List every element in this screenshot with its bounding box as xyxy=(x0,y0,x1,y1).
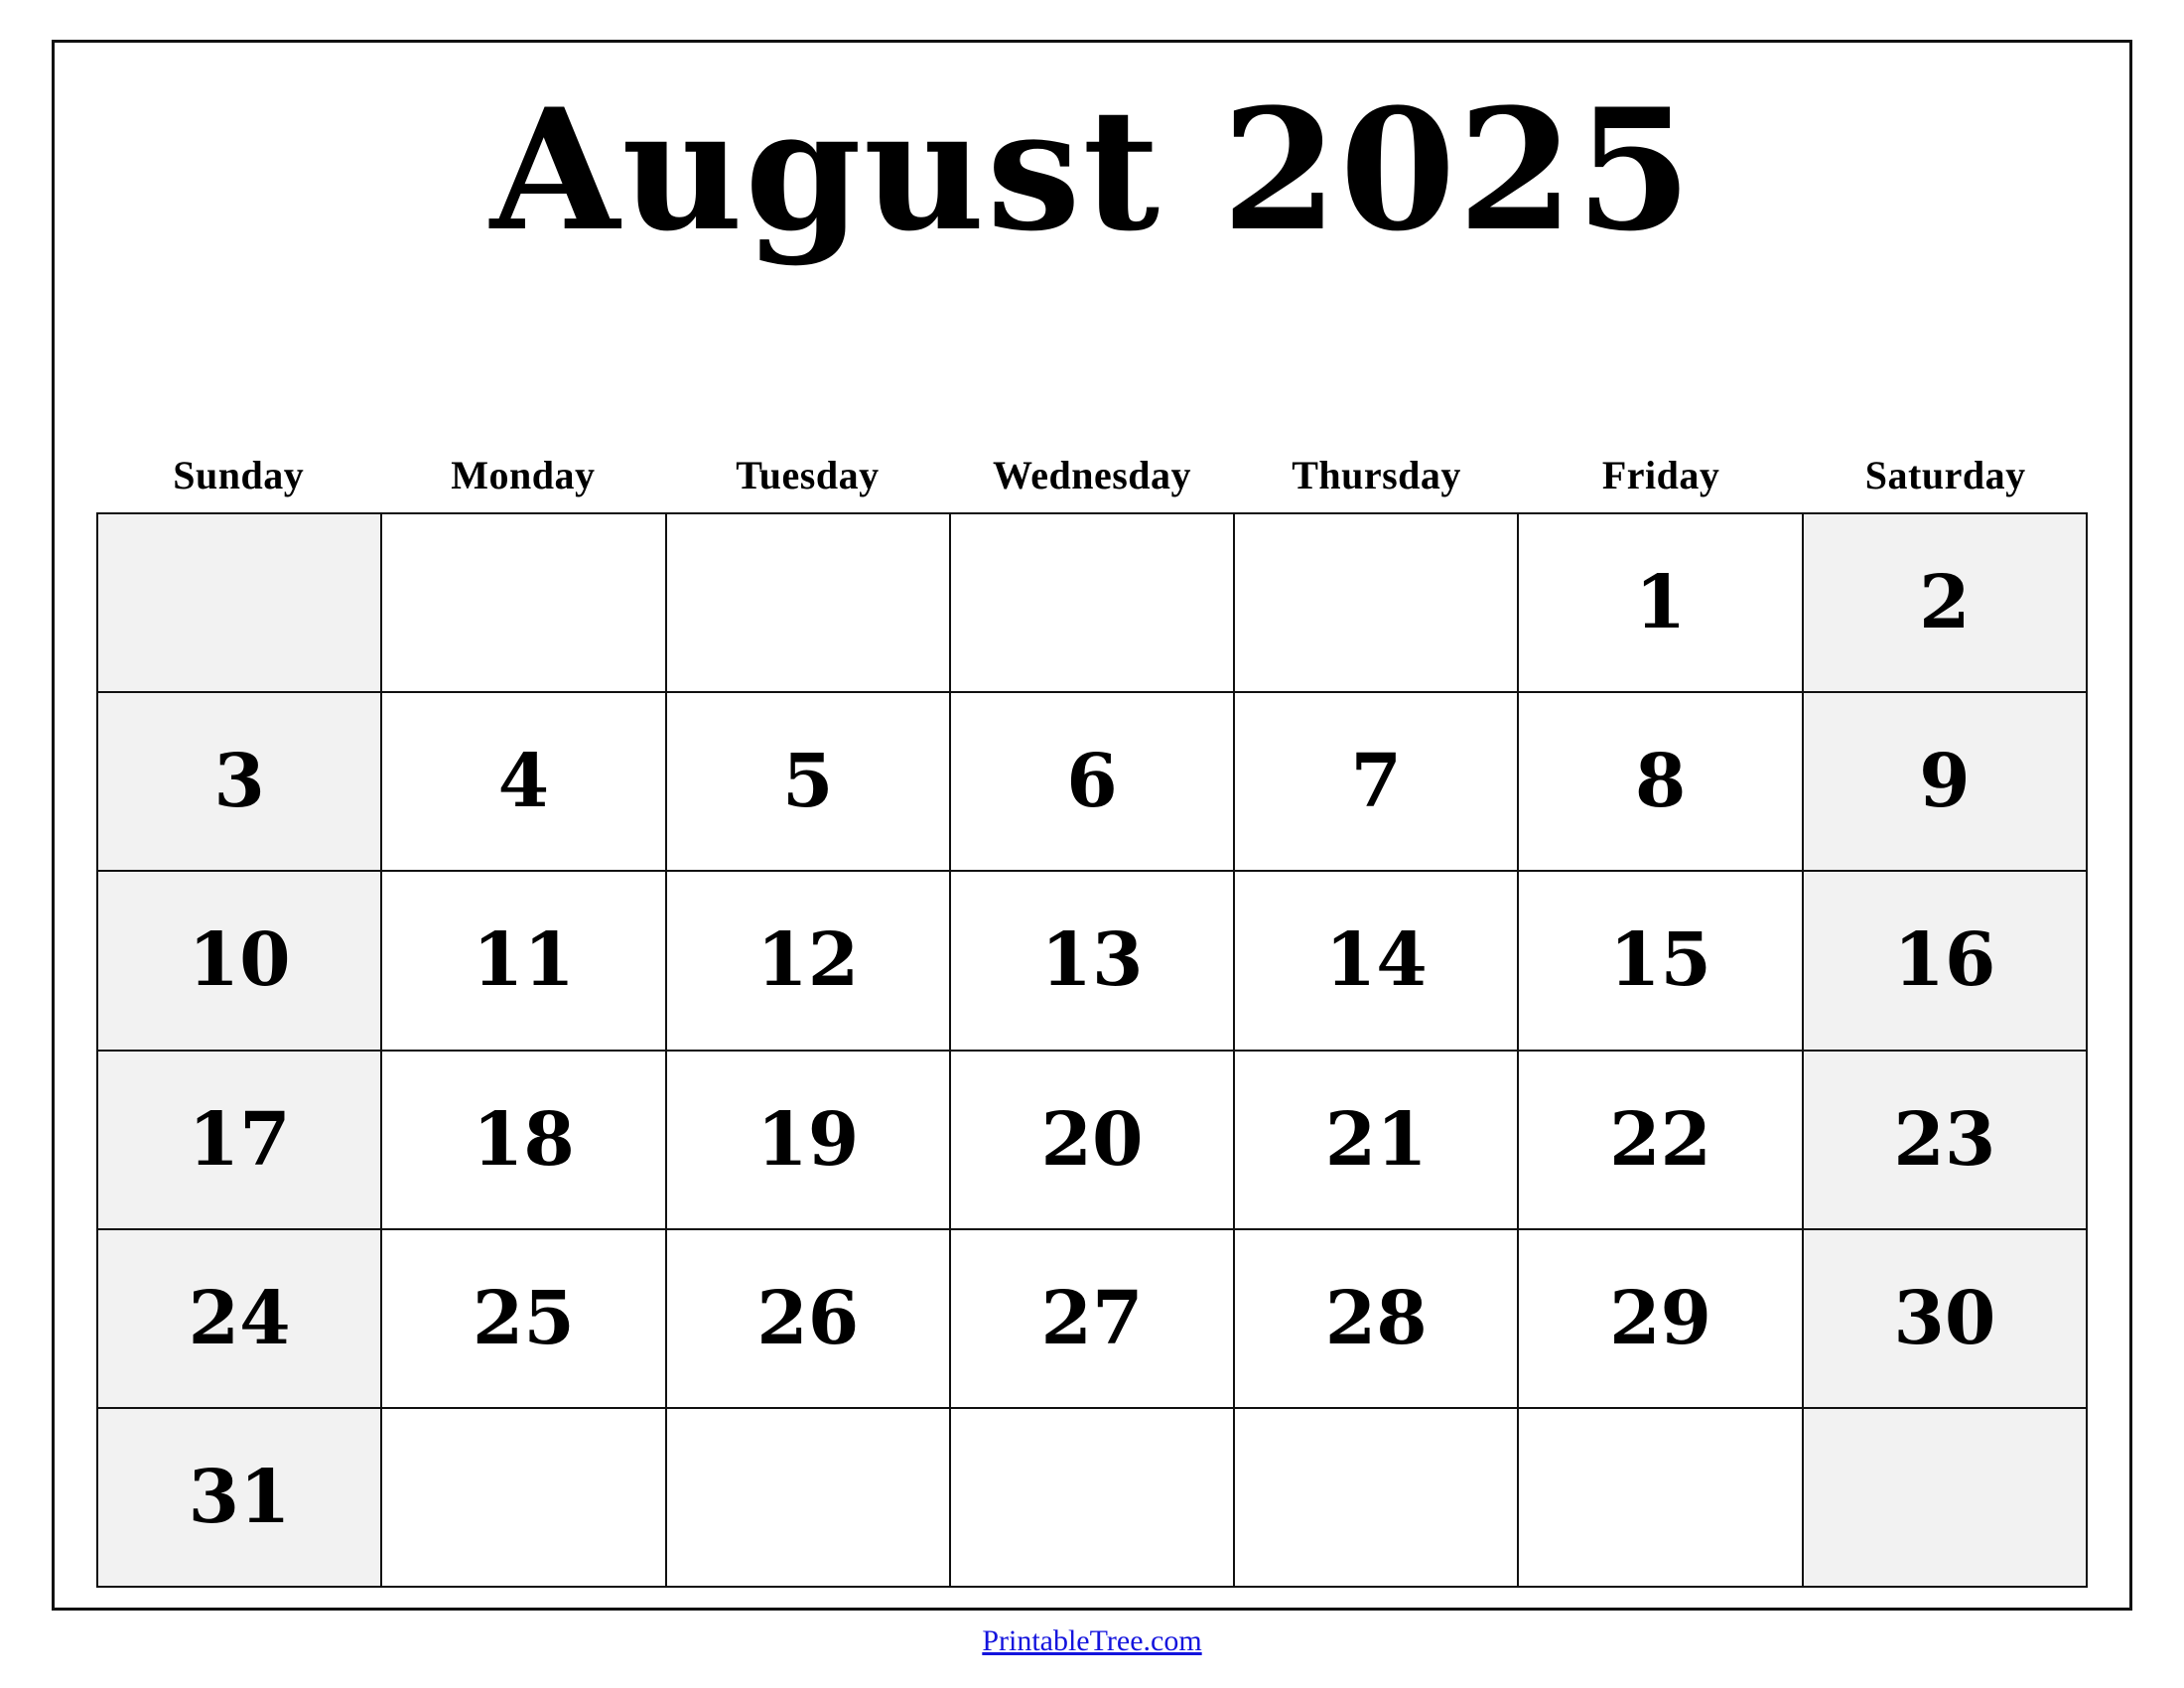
day-cell[interactable] xyxy=(1804,1052,2088,1230)
day-cell[interactable] xyxy=(382,1052,666,1230)
day-cell[interactable] xyxy=(1235,1409,1519,1588)
day-cell[interactable] xyxy=(98,1052,382,1230)
day-cell[interactable] xyxy=(667,1409,951,1588)
day-number: 5 xyxy=(781,739,834,825)
day-number: 29 xyxy=(1609,1275,1712,1361)
day-cell[interactable] xyxy=(382,514,666,693)
day-cell[interactable] xyxy=(667,872,951,1051)
day-number: 23 xyxy=(1893,1096,1996,1183)
calendar-grid xyxy=(96,512,2088,1588)
day-number: 18 xyxy=(472,1096,575,1183)
day-number: 10 xyxy=(188,917,291,1004)
day-cell[interactable] xyxy=(951,1409,1235,1588)
day-cell[interactable] xyxy=(98,693,382,872)
day-cell[interactable] xyxy=(1235,1230,1519,1409)
day-number: 6 xyxy=(1066,739,1118,825)
day-cell[interactable] xyxy=(1235,1052,1519,1230)
day-cell[interactable] xyxy=(1804,872,2088,1051)
day-cell[interactable] xyxy=(1235,514,1519,693)
day-number: 15 xyxy=(1609,917,1712,1004)
day-cell[interactable] xyxy=(1804,514,2088,693)
day-number: 13 xyxy=(1040,917,1144,1004)
day-cell[interactable] xyxy=(667,1052,951,1230)
day-cell[interactable] xyxy=(1235,872,1519,1051)
weekday-header-friday: Friday xyxy=(1601,453,1720,497)
day-cell[interactable] xyxy=(1804,693,2088,872)
day-number: 12 xyxy=(756,917,860,1004)
day-cell[interactable] xyxy=(951,1052,1235,1230)
day-number: 1 xyxy=(1634,560,1687,646)
day-number: 7 xyxy=(1350,739,1403,825)
day-number: 19 xyxy=(756,1096,860,1183)
day-number: 4 xyxy=(497,739,550,825)
day-number: 22 xyxy=(1609,1096,1712,1183)
day-cell[interactable] xyxy=(98,1230,382,1409)
day-cell[interactable] xyxy=(1804,1409,2088,1588)
day-cell[interactable] xyxy=(98,1409,382,1588)
day-cell[interactable] xyxy=(1519,1230,1803,1409)
day-number: 16 xyxy=(1893,917,1996,1004)
day-cell[interactable] xyxy=(951,1230,1235,1409)
day-number: 8 xyxy=(1634,739,1687,825)
day-cell[interactable] xyxy=(98,514,382,693)
day-number: 31 xyxy=(188,1454,291,1540)
day-cell[interactable] xyxy=(1519,1052,1803,1230)
day-cell[interactable] xyxy=(951,514,1235,693)
calendar-sheet xyxy=(52,40,2132,1611)
day-cell[interactable] xyxy=(1519,1409,1803,1588)
day-number: 14 xyxy=(1324,917,1428,1004)
day-number: 30 xyxy=(1893,1275,1996,1361)
day-number: 20 xyxy=(1040,1096,1144,1183)
weekday-header-wednesday: Wednesday xyxy=(992,453,1192,497)
day-cell[interactable] xyxy=(1519,693,1803,872)
day-cell[interactable] xyxy=(667,514,951,693)
weekday-header-monday: Monday xyxy=(451,453,596,497)
day-number: 24 xyxy=(188,1275,291,1361)
day-cell[interactable] xyxy=(1519,872,1803,1051)
day-number: 21 xyxy=(1324,1096,1428,1183)
day-cell[interactable] xyxy=(1804,1230,2088,1409)
day-number: 2 xyxy=(1919,560,1971,646)
day-number: 3 xyxy=(213,739,265,825)
weekday-header-thursday: Thursday xyxy=(1292,453,1461,497)
day-number: 26 xyxy=(756,1275,860,1361)
day-number: 27 xyxy=(1040,1275,1144,1361)
day-cell[interactable] xyxy=(1235,693,1519,872)
weekday-header-sunday: Sunday xyxy=(173,453,305,497)
weekday-header-tuesday: Tuesday xyxy=(736,453,880,497)
day-cell[interactable] xyxy=(382,1230,666,1409)
day-cell[interactable] xyxy=(667,1230,951,1409)
day-number: 17 xyxy=(188,1096,291,1183)
day-number: 9 xyxy=(1919,739,1971,825)
day-cell[interactable] xyxy=(951,693,1235,872)
weekday-header-row xyxy=(96,452,2088,498)
day-cell[interactable] xyxy=(98,872,382,1051)
day-cell[interactable] xyxy=(667,693,951,872)
day-cell[interactable] xyxy=(382,872,666,1051)
day-cell[interactable] xyxy=(382,1409,666,1588)
day-cell[interactable] xyxy=(382,693,666,872)
day-cell[interactable] xyxy=(951,872,1235,1051)
printabletree-link[interactable]: PrintableTree.com xyxy=(982,1624,1202,1657)
day-number: 25 xyxy=(472,1275,575,1361)
page-title: August 2025 xyxy=(489,71,1695,268)
footer xyxy=(52,1611,2132,1658)
day-number: 11 xyxy=(472,917,575,1004)
day-cell[interactable] xyxy=(1519,514,1803,693)
day-number: 28 xyxy=(1324,1275,1428,1361)
weekday-header-saturday: Saturday xyxy=(1864,453,2026,497)
